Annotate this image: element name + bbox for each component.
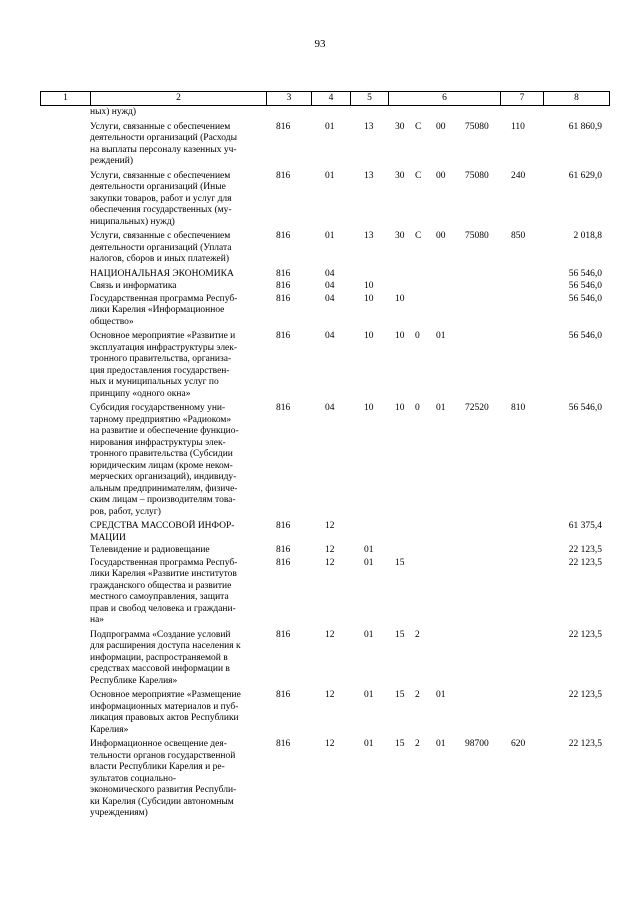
cell-c6a: 15	[395, 629, 405, 640]
cell-c6b: С	[415, 170, 422, 181]
row-name-line: местного самоуправления, защита	[90, 592, 229, 602]
cell-c3: 816	[276, 545, 291, 555]
row-name-line: деятельности организаций (Иные	[90, 182, 226, 192]
cell-c7: 850	[511, 231, 526, 241]
table-row	[40, 630, 610, 688]
row-name-line: Основное мероприятие «Развитие и	[90, 331, 236, 341]
cell-c8: 22 123,5	[568, 629, 602, 640]
cell-c6b: С	[415, 121, 422, 132]
row-name-line: Услуги, связанные с обеспечением	[90, 231, 231, 241]
row-name-line: Услуги, связанные с обеспечением	[90, 121, 231, 132]
cell-c8: 22 123,5	[568, 690, 602, 700]
cell-c6d: 72520	[465, 403, 489, 413]
row-name-line: на развитие и обеспечение функцио-	[90, 426, 239, 436]
cell-c3: 816	[276, 557, 291, 568]
row-name-line: эксплуатация инфраструктуры элек-	[90, 342, 238, 353]
cell-c8: 22 123,5	[568, 557, 602, 568]
row-name-line: Карелия»	[90, 724, 129, 735]
cell-c4: 12	[325, 557, 335, 568]
cell-c4: 04	[325, 281, 335, 291]
cell-c8: 56 546,0	[568, 281, 602, 291]
cell-c6a: 30	[395, 170, 405, 181]
cell-c5: 13	[364, 170, 374, 181]
row-name-line: ных) нужд)	[90, 107, 137, 117]
row-name-line: тарному предприятию «Радиоком»	[90, 414, 232, 425]
cell-c6c: 00	[436, 121, 446, 132]
row-name-line: Услуги, связанные с обеспечением	[90, 170, 231, 181]
cell-c5: 10	[364, 403, 374, 413]
table-row	[40, 231, 610, 266]
table-row	[40, 122, 610, 168]
row-name-line: альным предпринимателям, физиче-	[90, 483, 238, 494]
cell-c8: 61 629,0	[568, 170, 602, 181]
row-name-line: Государственная программа Респуб-	[90, 557, 238, 568]
row-name-line: зультатов социально-	[90, 773, 176, 784]
table-row	[40, 331, 610, 400]
row-name	[90, 558, 266, 627]
header-col-1: 1	[41, 92, 91, 105]
row-name-line: прав и свобод человека и граждани-	[90, 603, 236, 614]
row-name-line: для расширения доступа населения к	[90, 641, 241, 651]
row-name-line: ликация правовых актов Республики	[90, 713, 239, 723]
header-col-7: 7	[501, 92, 544, 105]
table-row	[40, 269, 610, 281]
cell-c6a: 30	[395, 231, 405, 241]
cell-c4: 04	[325, 331, 335, 341]
row-name	[90, 107, 266, 119]
cell-c4: 04	[325, 293, 335, 304]
row-name	[90, 630, 266, 688]
cell-c5: 01	[364, 690, 374, 700]
row-name-line: обеспечения государственных (му-	[90, 205, 232, 215]
cell-c3: 816	[276, 121, 291, 132]
cell-c6b: 0	[415, 403, 420, 413]
cell-c5: 01	[364, 739, 374, 749]
row-name-line: на выплаты персоналу казенных уч-	[90, 144, 237, 155]
row-name-line: налогов, сборов и иных платежей)	[90, 254, 229, 264]
header-col-3: 3	[267, 92, 312, 105]
row-name-line: ским лицам – производителям това-	[90, 495, 236, 505]
row-name	[90, 122, 266, 168]
row-name-line: учреждениям)	[90, 808, 148, 818]
cell-c8: 56 546,0	[568, 331, 602, 341]
cell-c4: 12	[325, 739, 335, 749]
row-name-line: МАЦИИ	[90, 532, 126, 543]
header-col-5: 5	[351, 92, 389, 105]
row-name-line: ция предоставления государствен-	[90, 365, 230, 376]
row-name-line: лики Карелия «Развитие институтов	[90, 569, 237, 579]
row-name	[90, 231, 266, 266]
row-name-line: власти Республики Карелия и ре-	[90, 762, 225, 772]
table-row	[40, 521, 610, 544]
cell-c6a: 15	[395, 690, 405, 700]
cell-c6a: 10	[395, 331, 405, 341]
header-col-2: 2	[91, 92, 267, 105]
row-name-line: СРЕДСТВА МАССОВОЙ ИНФОР-	[90, 521, 235, 531]
cell-c4: 12	[325, 629, 335, 640]
cell-c8: 2 018,8	[573, 231, 602, 241]
row-name	[90, 269, 266, 281]
cell-c5: 10	[364, 293, 374, 304]
row-name-line: Государственная программа Респуб-	[90, 293, 238, 304]
cell-c8: 56 546,0	[568, 268, 602, 279]
row-name	[90, 521, 266, 544]
table-row	[40, 294, 610, 329]
row-name-line: Телевидение и радиовещание	[90, 545, 210, 555]
cell-c3: 816	[276, 403, 291, 413]
header-col-4: 4	[312, 92, 351, 105]
table-row	[40, 107, 610, 119]
cell-c5: 13	[364, 231, 374, 241]
row-name-line: средствах массовой информации в	[90, 664, 230, 674]
row-name-line: тронного правительства, организа-	[90, 354, 232, 364]
row-name-line: нирования инфраструктуры элек-	[90, 437, 226, 448]
row-name	[90, 294, 266, 329]
cell-c4: 01	[325, 231, 335, 241]
row-name-line: юридическим лицам (кроме неком-	[90, 460, 233, 471]
cell-c5: 10	[364, 331, 374, 341]
cell-c6c: 00	[436, 170, 446, 181]
cell-c4: 12	[325, 690, 335, 700]
cell-c5: 01	[364, 545, 374, 555]
row-name-line: НАЦИОНАЛЬНАЯ ЭКОНОМИКА	[90, 268, 234, 279]
row-name	[90, 739, 266, 820]
cell-c6c: 01	[436, 690, 446, 700]
cell-c3: 816	[276, 170, 291, 181]
cell-c6a: 15	[395, 557, 405, 568]
row-name-line: тронного правительства (Субсидии	[90, 449, 233, 459]
cell-c6d: 75080	[465, 231, 489, 241]
cell-c6d: 98700	[465, 739, 489, 749]
row-name-line: Подпрограмма «Создание условий	[90, 629, 231, 640]
cell-c4: 01	[325, 170, 335, 181]
row-name-line: лики Карелия «Информационное	[90, 305, 225, 315]
row-name-line: гражданского общества и развитие	[90, 580, 232, 591]
row-name-line: закупки товаров, работ и услуг для	[90, 193, 232, 204]
cell-c8: 56 546,0	[568, 403, 602, 413]
cell-c6c: 01	[436, 739, 446, 749]
row-name-line: принципу «одного окна»	[90, 388, 191, 399]
cell-c4: 01	[325, 121, 335, 132]
header-col-8: 8	[574, 93, 579, 103]
row-name-line: экономического развития Республи-	[90, 785, 237, 795]
cell-c5: 13	[364, 121, 374, 132]
cell-c5: 01	[364, 557, 374, 568]
cell-c8: 61 860,9	[568, 121, 602, 132]
table-row	[40, 690, 610, 736]
row-name-line: на»	[90, 615, 105, 625]
row-name	[90, 403, 266, 518]
row-name-line: информационных материалов и пуб-	[90, 701, 239, 712]
cell-c3: 816	[276, 739, 291, 749]
cell-c5: 01	[364, 629, 374, 640]
cell-c4: 12	[325, 545, 335, 555]
cell-c3: 816	[276, 293, 291, 304]
cell-c6c: 01	[436, 403, 446, 413]
header-col-6: 6	[389, 92, 501, 105]
row-name-line: тельности органов государственной	[90, 750, 236, 761]
row-name-line: деятельности организаций (Расходы	[90, 133, 237, 143]
cell-c3: 816	[276, 629, 291, 640]
cell-c3: 816	[276, 268, 291, 279]
cell-c6a: 10	[395, 293, 405, 304]
cell-c6d: 75080	[465, 121, 489, 132]
cell-c8: 22 123,5	[568, 739, 602, 749]
cell-c6b: 2	[415, 629, 420, 640]
page-number: 93	[314, 38, 326, 50]
table-row	[40, 558, 610, 627]
row-name-line: ки Карелия (Субсидии автономным	[90, 796, 234, 807]
row-name	[90, 171, 266, 229]
cell-c6b: 2	[415, 739, 420, 749]
cell-c8: 22 123,5	[568, 545, 602, 555]
cell-c4: 04	[325, 403, 335, 413]
table-header	[40, 91, 610, 106]
cell-c3: 816	[276, 281, 291, 291]
row-name-line: Республике Карелия»	[90, 675, 178, 686]
cell-c6b: С	[415, 231, 422, 241]
row-name-line: Субсидия государственному уни-	[90, 403, 226, 413]
table-row	[40, 739, 610, 820]
cell-c3: 816	[276, 521, 291, 531]
cell-c7: 620	[511, 739, 526, 749]
cell-c7: 240	[511, 170, 526, 181]
row-name-line: общество»	[90, 316, 134, 327]
cell-c6b: 0	[415, 331, 420, 341]
cell-c8: 61 375,4	[568, 521, 602, 531]
cell-c6a: 15	[395, 739, 405, 749]
row-name-line: Связь и информатика	[90, 281, 177, 291]
row-name	[90, 545, 266, 557]
cell-c5: 10	[364, 281, 374, 291]
cell-c4: 04	[325, 268, 335, 279]
row-name	[90, 331, 266, 400]
cell-c6a: 10	[395, 403, 405, 413]
row-name	[90, 281, 266, 293]
row-name-line: Информационное освещение дея-	[90, 739, 227, 749]
row-name-line: информации, распространяемой в	[90, 652, 228, 663]
table-row	[40, 403, 610, 518]
cell-c7: 810	[511, 403, 526, 413]
row-name-line: ниципальных) нужд)	[90, 216, 175, 227]
cell-c6a: 30	[395, 121, 405, 132]
table-row	[40, 545, 610, 557]
table-body	[40, 107, 610, 820]
row-name-line: Основное мероприятие «Размещение	[90, 690, 241, 700]
cell-c7: 110	[511, 121, 525, 132]
cell-c8: 56 546,0	[568, 293, 602, 304]
row-name-line: ных и муниципальных услуг по	[90, 377, 219, 387]
cell-c6c: 01	[436, 331, 446, 341]
row-name-line: мерческих организаций), индивиду-	[90, 472, 237, 482]
cell-c6c: 00	[436, 231, 446, 241]
table-row	[40, 171, 610, 229]
cell-c6d: 75080	[465, 170, 489, 181]
row-name-line: деятельности организаций (Уплата	[90, 242, 232, 253]
cell-c3: 816	[276, 690, 291, 700]
table-row	[40, 281, 610, 293]
row-name-line: ров, работ, услуг)	[90, 506, 161, 517]
row-name-line: реждений)	[90, 156, 133, 166]
cell-c3: 816	[276, 331, 291, 341]
row-name	[90, 690, 266, 736]
cell-c4: 12	[325, 521, 335, 531]
cell-c6b: 2	[415, 690, 420, 700]
cell-c3: 816	[276, 231, 291, 241]
